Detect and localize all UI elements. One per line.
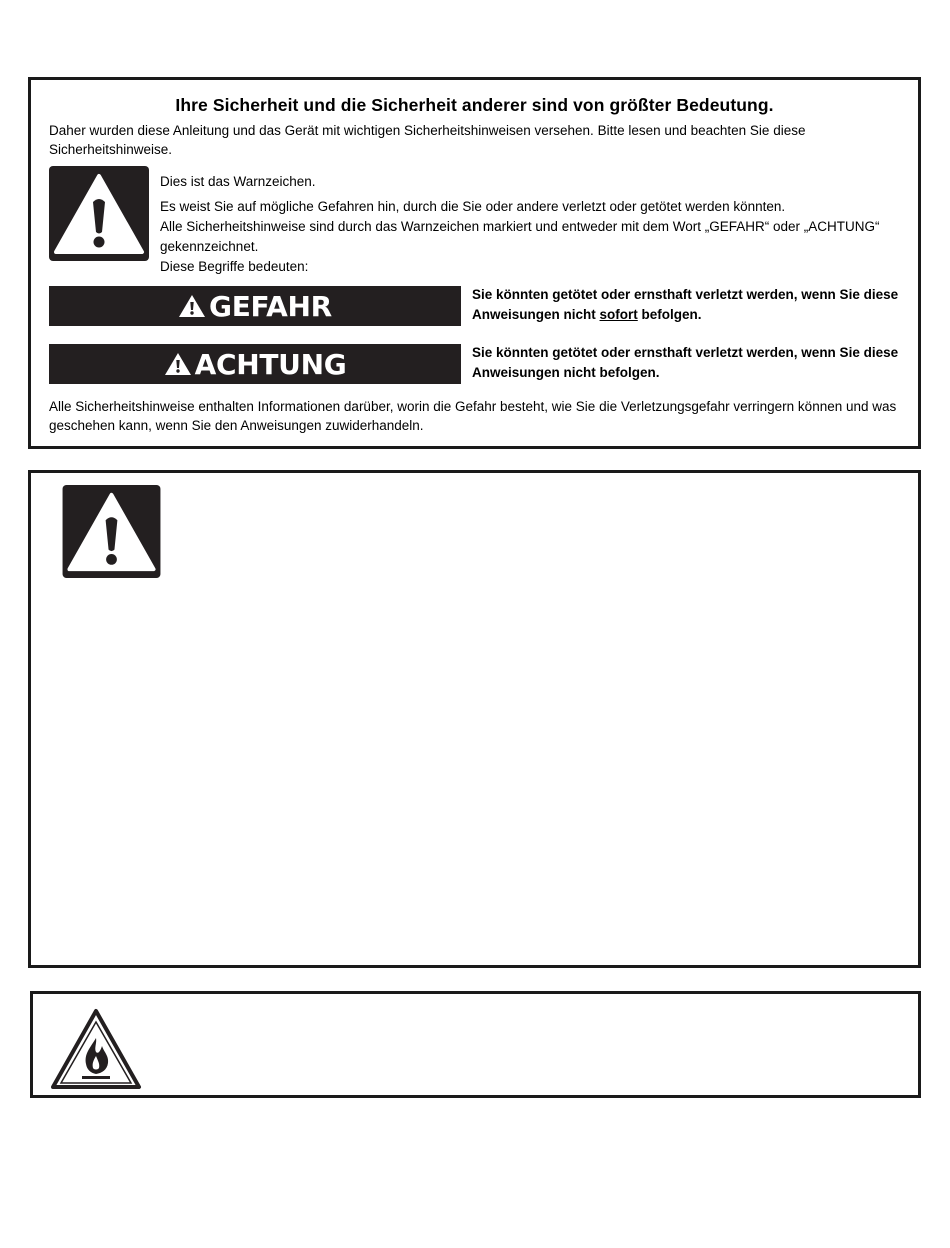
flammable-fire-icon [50, 1008, 142, 1090]
danger-description-text: Sie könnten getötet oder ernsthaft verletzt werden, wenn Sie diese Anweisungen nicht [472, 287, 899, 322]
danger-emphasis: sofort [599, 307, 638, 322]
banner-warning-icon [164, 352, 192, 376]
warning-description: Sie könnten getötet oder ernsthaft verletzt werden, wenn Sie diese Anweisungen nicht befolgen. [472, 345, 899, 380]
safety-intro: Daher wurden diese Anleitung und das Gerät mit wichtigen Sicherheitshinweisen versehen. Bitte lesen und beachten Sie diese Sicherheitshinweise. [49, 123, 806, 157]
danger-label: GEFAHR [209, 289, 332, 323]
warning-label: ACHTUNG [194, 347, 347, 381]
banner-warning-icon [178, 294, 206, 318]
definition-line: Dies ist das Warnzeichen. [160, 174, 316, 189]
safety-title: Ihre Sicherheit und die Sicherheit anderer sind von größter Bedeutung. [175, 95, 774, 115]
safety-information-box [28, 77, 921, 449]
danger-banner [49, 286, 461, 326]
signal-word-definitions [160, 172, 900, 277]
fire-hazard-box [30, 991, 921, 1098]
definition-line: Alle Sicherheitshinweise sind durch das Warnzeichen markiert und entweder mit dem Wort „GEFAHR“ oder „ACHTUNG“ gekennzeichnet. [160, 219, 880, 254]
safety-footer: Alle Sicherheitshinweise enthalten Informationen darüber, worin die Gefahr besteht, wie Sie die Verletzungsgefahr verringern können und was geschehen kann, wenn Sie den Anweisungen zuwiderhandeln. [49, 399, 897, 433]
definition-line: Es weist Sie auf mögliche Gefahren hin, durch die Sie oder andere verletzt oder getötet werden könnten. [160, 199, 786, 214]
definition-line: Diese Begriffe bedeuten: [160, 259, 309, 274]
warning-triangle-icon [62, 485, 161, 578]
warning-banner [49, 344, 461, 384]
warning-content-box [28, 470, 921, 968]
danger-description-end: befolgen. [637, 307, 702, 322]
danger-description [472, 285, 912, 325]
warning-triangle-icon [49, 166, 149, 261]
